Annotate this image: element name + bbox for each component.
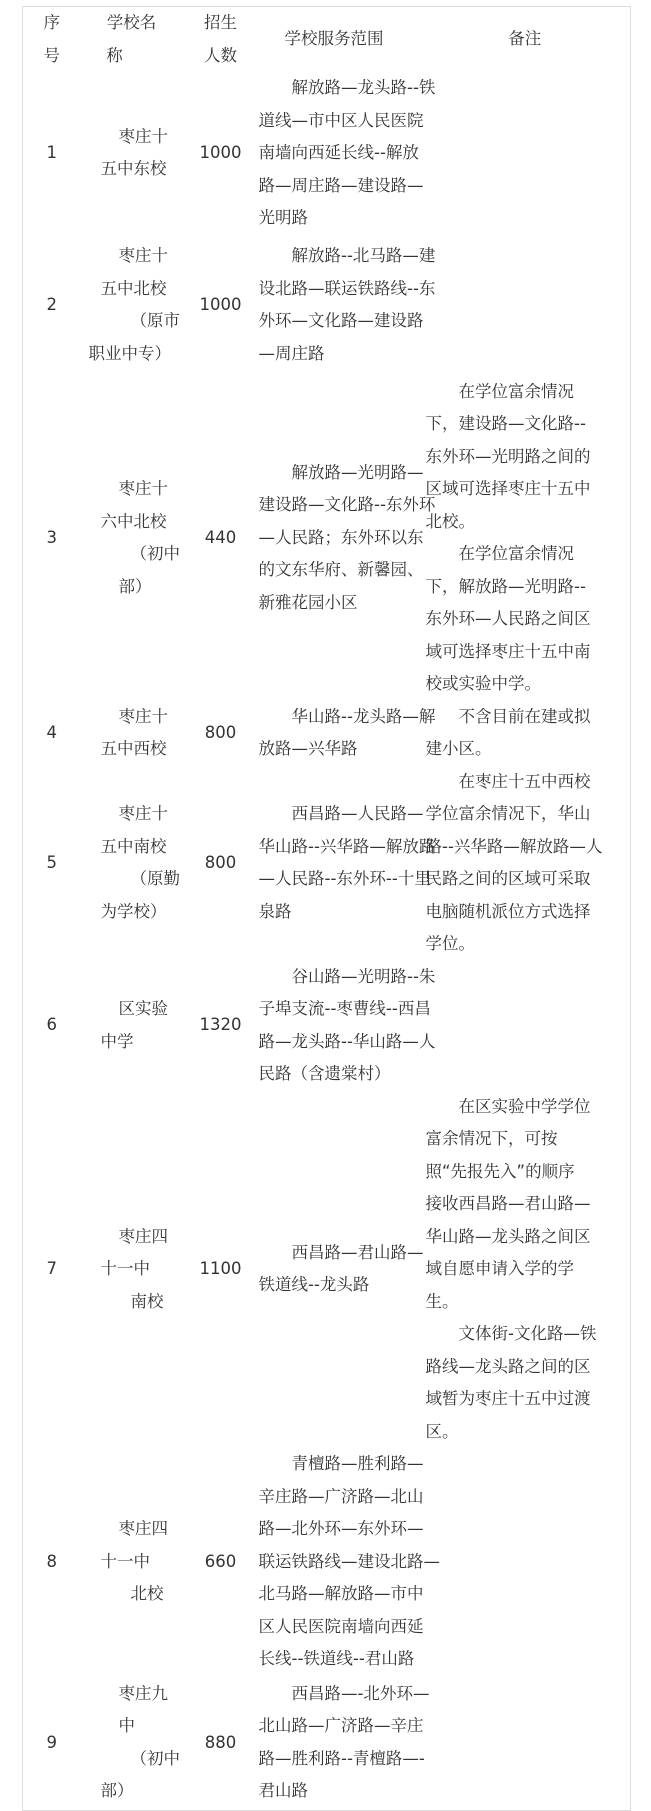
school-name xyxy=(81,961,193,1091)
school-name-line: （原市 xyxy=(130,311,180,330)
school-name-line: 南校 xyxy=(130,1291,164,1311)
service-range-line: 长线--铁道线--君山路 xyxy=(258,1649,415,1668)
school-name-line: 中学 xyxy=(100,1031,134,1051)
note xyxy=(420,961,631,1091)
service-range-line: 西昌路—-北外环— xyxy=(291,1683,430,1703)
table-row xyxy=(23,766,631,961)
school-name-line: 职业中专） xyxy=(88,343,171,363)
service-range-line: 铁道线--龙头路 xyxy=(258,1275,370,1295)
school-name-line: 枣庄十 xyxy=(118,246,168,265)
service-range xyxy=(249,961,436,1091)
service-range-line: 南墙向西延长线--解放 xyxy=(258,143,419,162)
service-range-line: 西昌路—君山路— xyxy=(291,1242,424,1262)
service-range-line: 外环—文化路—建设路 xyxy=(258,311,424,330)
school-name xyxy=(81,72,193,235)
table-row xyxy=(23,72,631,235)
note-line: 校或实验中学。 xyxy=(425,674,541,693)
note-line: 在区实验中学学位 xyxy=(458,1096,591,1116)
enrollment-count: 800 xyxy=(204,722,237,742)
school-name-line: 枣庄十 xyxy=(118,126,168,146)
note xyxy=(420,72,631,235)
note xyxy=(420,766,631,961)
enrollment-count: 1320 xyxy=(199,1015,242,1035)
note-line: 富余情况下，可按 xyxy=(425,1129,558,1148)
service-range-line: 君山路 xyxy=(258,1781,308,1801)
note-line: 东外环—人民路之间区 xyxy=(425,609,591,628)
note xyxy=(420,1448,631,1676)
note-line: 域自愿申请入学的学 xyxy=(425,1259,574,1278)
note-line: 华山路—龙头路之间区 xyxy=(425,1226,591,1246)
school-name xyxy=(81,235,193,376)
school-name-line: 五中北校 xyxy=(100,278,167,298)
note-line: 路--兴华路—解放路—人 xyxy=(425,836,603,856)
school-name xyxy=(81,701,193,766)
note-line: 在学位富余情况 xyxy=(458,544,574,563)
note xyxy=(420,701,631,766)
note-line: 区域可选择枣庄十五中 xyxy=(425,479,591,498)
school-name xyxy=(81,1676,193,1811)
school-name-line: 北校 xyxy=(130,1584,164,1603)
enrollment-count: 660 xyxy=(204,1551,237,1571)
note-line: 民路之间的区域可采取 xyxy=(425,869,591,888)
note-line: 在枣庄十五中西校 xyxy=(458,771,591,791)
school-name xyxy=(81,1448,193,1676)
service-range-line: 新雅花园小区 xyxy=(258,592,358,612)
service-range xyxy=(249,1091,424,1449)
service-range-line: —周庄路 xyxy=(258,343,325,363)
school-name-line: 五中西校 xyxy=(100,739,167,758)
note-line: 在学位富余情况 xyxy=(458,381,574,401)
service-range xyxy=(249,1676,430,1811)
note-line: 学位。 xyxy=(425,934,475,953)
note-line: 域可选择枣庄十五中南 xyxy=(425,641,591,661)
school-name-line: 为学校） xyxy=(100,901,167,921)
note-line: 接收西昌路—君山路— xyxy=(425,1194,591,1213)
note-line: 下，建设路—文化路-- xyxy=(425,414,586,433)
service-range-line: 北山路—广济路—辛庄 xyxy=(258,1716,424,1736)
table-header-row xyxy=(23,7,631,73)
table-row xyxy=(23,1091,631,1449)
school-name-line: 枣庄四 xyxy=(118,1519,168,1538)
enrollment-count: 440 xyxy=(204,527,237,547)
table-row xyxy=(23,961,631,1091)
school-name-line: 枣庄四 xyxy=(118,1226,168,1246)
note-line: 生。 xyxy=(425,1291,459,1311)
enrollment-count: 1000 xyxy=(199,143,242,162)
note-line: 下，解放路—光明路-- xyxy=(425,576,586,596)
note-line: 照“先报先入”的顺序 xyxy=(425,1161,575,1181)
school-name-line: 枣庄九 xyxy=(118,1683,168,1703)
service-range-line: 联运铁路线—建设北路— xyxy=(258,1551,440,1571)
row-number: 4 xyxy=(46,722,57,742)
service-range-line: 区人民医院南墙向西延 xyxy=(258,1616,424,1636)
school-service-table xyxy=(22,6,631,1811)
service-range-line: 北马路—解放路—市中 xyxy=(258,1584,424,1603)
service-range-line: 光明路 xyxy=(258,208,308,227)
table-row xyxy=(23,701,631,766)
service-range-line: 西昌路—人民路— xyxy=(291,804,424,823)
row-number: 1 xyxy=(46,143,57,162)
service-range-line: 路—周庄路—建设路— xyxy=(258,175,424,195)
row-number: 8 xyxy=(46,1551,57,1571)
header-school-name: 学校名 称 xyxy=(106,13,157,65)
note-line: 北校。 xyxy=(425,511,475,531)
row-number: 2 xyxy=(46,294,57,314)
enrollment-count: 880 xyxy=(204,1732,237,1752)
school-name-line: 六中北校 xyxy=(100,511,167,531)
school-name-line: 五中东校 xyxy=(100,159,167,179)
table-row xyxy=(23,376,631,701)
service-range-line: 放路—兴华路 xyxy=(258,739,358,758)
service-range-line: 子埠支流--枣曹线--西昌 xyxy=(258,999,431,1018)
school-name-line: 区实验 xyxy=(118,999,168,1018)
service-range xyxy=(249,376,436,701)
note-line: 东外环—光明路之间的 xyxy=(425,446,591,466)
service-range xyxy=(249,1448,440,1676)
row-number: 5 xyxy=(46,852,57,872)
enrollment-count: 1000 xyxy=(199,294,242,314)
note-line: 路线—龙头路之间的区 xyxy=(425,1356,591,1376)
note xyxy=(420,1091,631,1449)
service-range xyxy=(249,766,436,961)
school-name-line: （初中 xyxy=(130,544,180,563)
row-number: 6 xyxy=(46,1015,57,1035)
school-name-line: 部） xyxy=(118,576,152,596)
service-range-line: 解放路—龙头路--铁 xyxy=(291,78,436,97)
table-row xyxy=(23,1448,631,1676)
header-note: 备注 xyxy=(508,29,542,49)
service-range xyxy=(249,701,436,766)
service-range-line: 的文东华府、新馨园、 xyxy=(258,560,424,580)
table-row xyxy=(23,1676,631,1811)
service-range-line: 华山路--兴华路—解放路 xyxy=(258,836,436,856)
service-range-line: 道线—市中区人民医院 xyxy=(258,110,424,130)
note-line: 学位富余情况下，华山 xyxy=(425,804,591,823)
school-name xyxy=(81,376,193,701)
note-line: 区。 xyxy=(425,1421,459,1441)
enrollment-count: 800 xyxy=(204,852,237,872)
service-range-line: 建设路—文化路--东外环 xyxy=(258,495,436,515)
note-line: 不含目前在建或拟 xyxy=(458,706,591,726)
note xyxy=(420,1676,631,1811)
school-name-line: 枣庄十 xyxy=(118,804,168,823)
note-line: 电脑随机派位方式选择 xyxy=(425,901,591,921)
header-service-range: 学校服务范围 xyxy=(284,29,384,49)
service-range xyxy=(249,235,436,376)
school-name-line: 中 xyxy=(118,1716,135,1736)
school-name xyxy=(81,1091,193,1449)
table-row xyxy=(23,235,631,376)
note xyxy=(420,376,631,701)
service-range-line: 辛庄路—广济路—北山 xyxy=(258,1486,424,1506)
note xyxy=(420,235,631,376)
enrollment-count: 1100 xyxy=(199,1259,242,1278)
header-enrollment: 招生 人数 xyxy=(204,13,237,65)
service-range-line: 路—胜利路--青檀路—- xyxy=(258,1748,425,1768)
school-name-line: 五中南校 xyxy=(100,836,167,856)
service-range-line: 路—北外环—东外环— xyxy=(258,1519,424,1538)
school-name-line: （初中 xyxy=(130,1748,180,1768)
service-range-line: 华山路--龙头路—解 xyxy=(291,706,436,726)
service-range-line: 民路（含遗棠村） xyxy=(258,1064,391,1083)
school-name-line: 部） xyxy=(100,1781,134,1801)
school-name-line: 枣庄十 xyxy=(118,706,168,726)
note-line: 建小区。 xyxy=(425,739,492,758)
school-name-line: （原勤 xyxy=(130,869,180,888)
school-name-line: 十一中 xyxy=(100,1551,150,1571)
service-range-line: —人民路；东外环以东 xyxy=(258,527,424,547)
service-range-line: 青檀路—胜利路— xyxy=(291,1454,424,1473)
service-range-line: 设北路—联运铁路线--东 xyxy=(258,278,436,298)
row-number: 9 xyxy=(46,1732,57,1752)
service-range-line: 谷山路—光明路--朱 xyxy=(291,966,436,986)
service-range-line: 泉路 xyxy=(258,901,292,921)
header-no: 序 号 xyxy=(43,13,60,65)
service-range-line: 解放路—光明路— xyxy=(291,462,424,482)
row-number: 3 xyxy=(46,527,57,547)
service-range-line: 解放路--北马路—建 xyxy=(291,246,436,265)
school-name xyxy=(81,766,193,961)
school-name-line: 枣庄十 xyxy=(118,479,168,498)
school-name-line: 十一中 xyxy=(100,1259,150,1278)
service-range xyxy=(249,72,436,235)
note-line: 文体街-文化路—铁 xyxy=(458,1324,597,1343)
note-line: 域暂为枣庄十五中过渡 xyxy=(425,1389,591,1408)
service-range-line: 路—龙头路--华山路—人 xyxy=(258,1031,436,1051)
service-range-line: —人民路--东外环--十里 xyxy=(258,869,431,888)
row-number: 7 xyxy=(46,1259,57,1278)
